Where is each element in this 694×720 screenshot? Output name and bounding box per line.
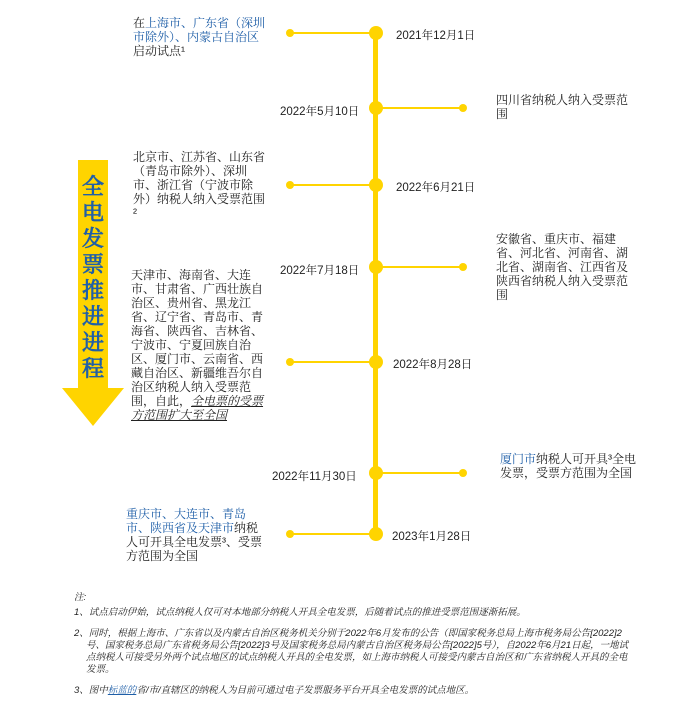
timeline-node bbox=[369, 355, 383, 369]
event-date: 2022年8月28日 bbox=[393, 359, 473, 371]
event-text: 厦门市纳税人可开具³全电发票，受票方范围为全国 bbox=[500, 452, 637, 480]
connector-dot bbox=[286, 530, 294, 538]
event-text: 天津市、海南省、大连市、甘肃省、广西壮族自治区、贵州省、黑龙江省、辽宁省、青岛市、青海省、陕西省、吉林省、宁波市、宁夏回族自治区、厦门市、云南省、西藏自治区、新疆维吾尔自治区纳税人纳入受票范围，自此，全电票的受票方范围扩大至全国 bbox=[131, 268, 264, 422]
connector bbox=[377, 107, 465, 109]
connector-dot bbox=[459, 263, 467, 271]
connector bbox=[377, 266, 465, 268]
notes-heading: 注: bbox=[74, 592, 87, 603]
event-date: 2021年12月1日 bbox=[396, 30, 476, 42]
event-date: 2022年11月30日 bbox=[272, 471, 357, 483]
connector-dot bbox=[459, 469, 467, 477]
timeline-node bbox=[369, 527, 383, 541]
event-text: 重庆市、大连市、青岛市、陕西省及天津市纳税人可开具全电发票³、受票方范围为全国 bbox=[126, 507, 262, 563]
connector bbox=[377, 472, 465, 474]
event-date: 2022年7月18日 bbox=[280, 265, 360, 277]
event-text: 四川省纳税人纳入受票范围 bbox=[496, 93, 629, 121]
timeline-node bbox=[369, 26, 383, 40]
event-text: 在上海市、广东省（深圳市除外）、内蒙古自治区启动试点¹ bbox=[133, 16, 266, 58]
event-date: 2022年6月21日 bbox=[396, 182, 476, 194]
connector bbox=[290, 32, 370, 34]
notes-section bbox=[74, 592, 634, 697]
highlight-region: 重庆市、大连市、青岛市、陕西省及天津市 bbox=[126, 507, 247, 535]
connector-dot bbox=[286, 29, 294, 37]
event-text: 北京市、江苏省、山东省（青岛市除外）、深圳市、浙江省（宁波市除外）纳税人纳入受票范围² bbox=[133, 150, 266, 220]
highlight-region: 厦门市 bbox=[500, 452, 537, 466]
note-item: 1、试点启动伊始，试点纳税人仅可对本地部分纳税人开具全电发票，后随着试点的推进受票范围逐渐拓展。 bbox=[74, 607, 526, 618]
event-text: 安徽省、重庆市、福建省、河北省、河南省、湖北省、湖南省、江西省及陕西省纳税人纳入受票范围 bbox=[496, 232, 629, 302]
connector-dot bbox=[286, 358, 294, 366]
note-item: 3、图中标蓝的省/市/直辖区的纳税人为目前可通过电子发票服务平台开具全电发票的试点地区。 bbox=[74, 685, 475, 696]
connector bbox=[290, 184, 370, 186]
note-highlight: 标蓝的 bbox=[107, 685, 137, 696]
connector-dot bbox=[286, 181, 294, 189]
connector-dot bbox=[459, 104, 467, 112]
timeline-node bbox=[369, 178, 383, 192]
note-item: 2、同时，根据上海市、广东省以及内蒙古自治区税务机关分别于2022年6月发布的公告（即国家税务总局上海市税务局公告[2022]2号、国家税务总局广东省税务局公告[2022]3号及国家税务总局内蒙古自治区税务局公告[2022]5号），自2022年6月21日起，一地试点纳税人可接受另外两个试点地区的试点纳税人开具的全电发票，如上海市纳税人可接受内蒙古自治区和广东省纳税人开具的全电发票。 bbox=[74, 628, 629, 675]
emphasis-text: 全电票的受票方范围扩大至全国 bbox=[131, 394, 264, 422]
connector bbox=[290, 361, 370, 363]
highlight-region: 上海市、广东省（深圳市除外）、内蒙古自治区 bbox=[133, 16, 266, 44]
event-date: 2022年5月10日 bbox=[280, 106, 360, 118]
connector bbox=[290, 533, 370, 535]
diagram-title: 全电发票推进进程 bbox=[81, 174, 104, 381]
event-date: 2023年1月28日 bbox=[392, 531, 472, 543]
